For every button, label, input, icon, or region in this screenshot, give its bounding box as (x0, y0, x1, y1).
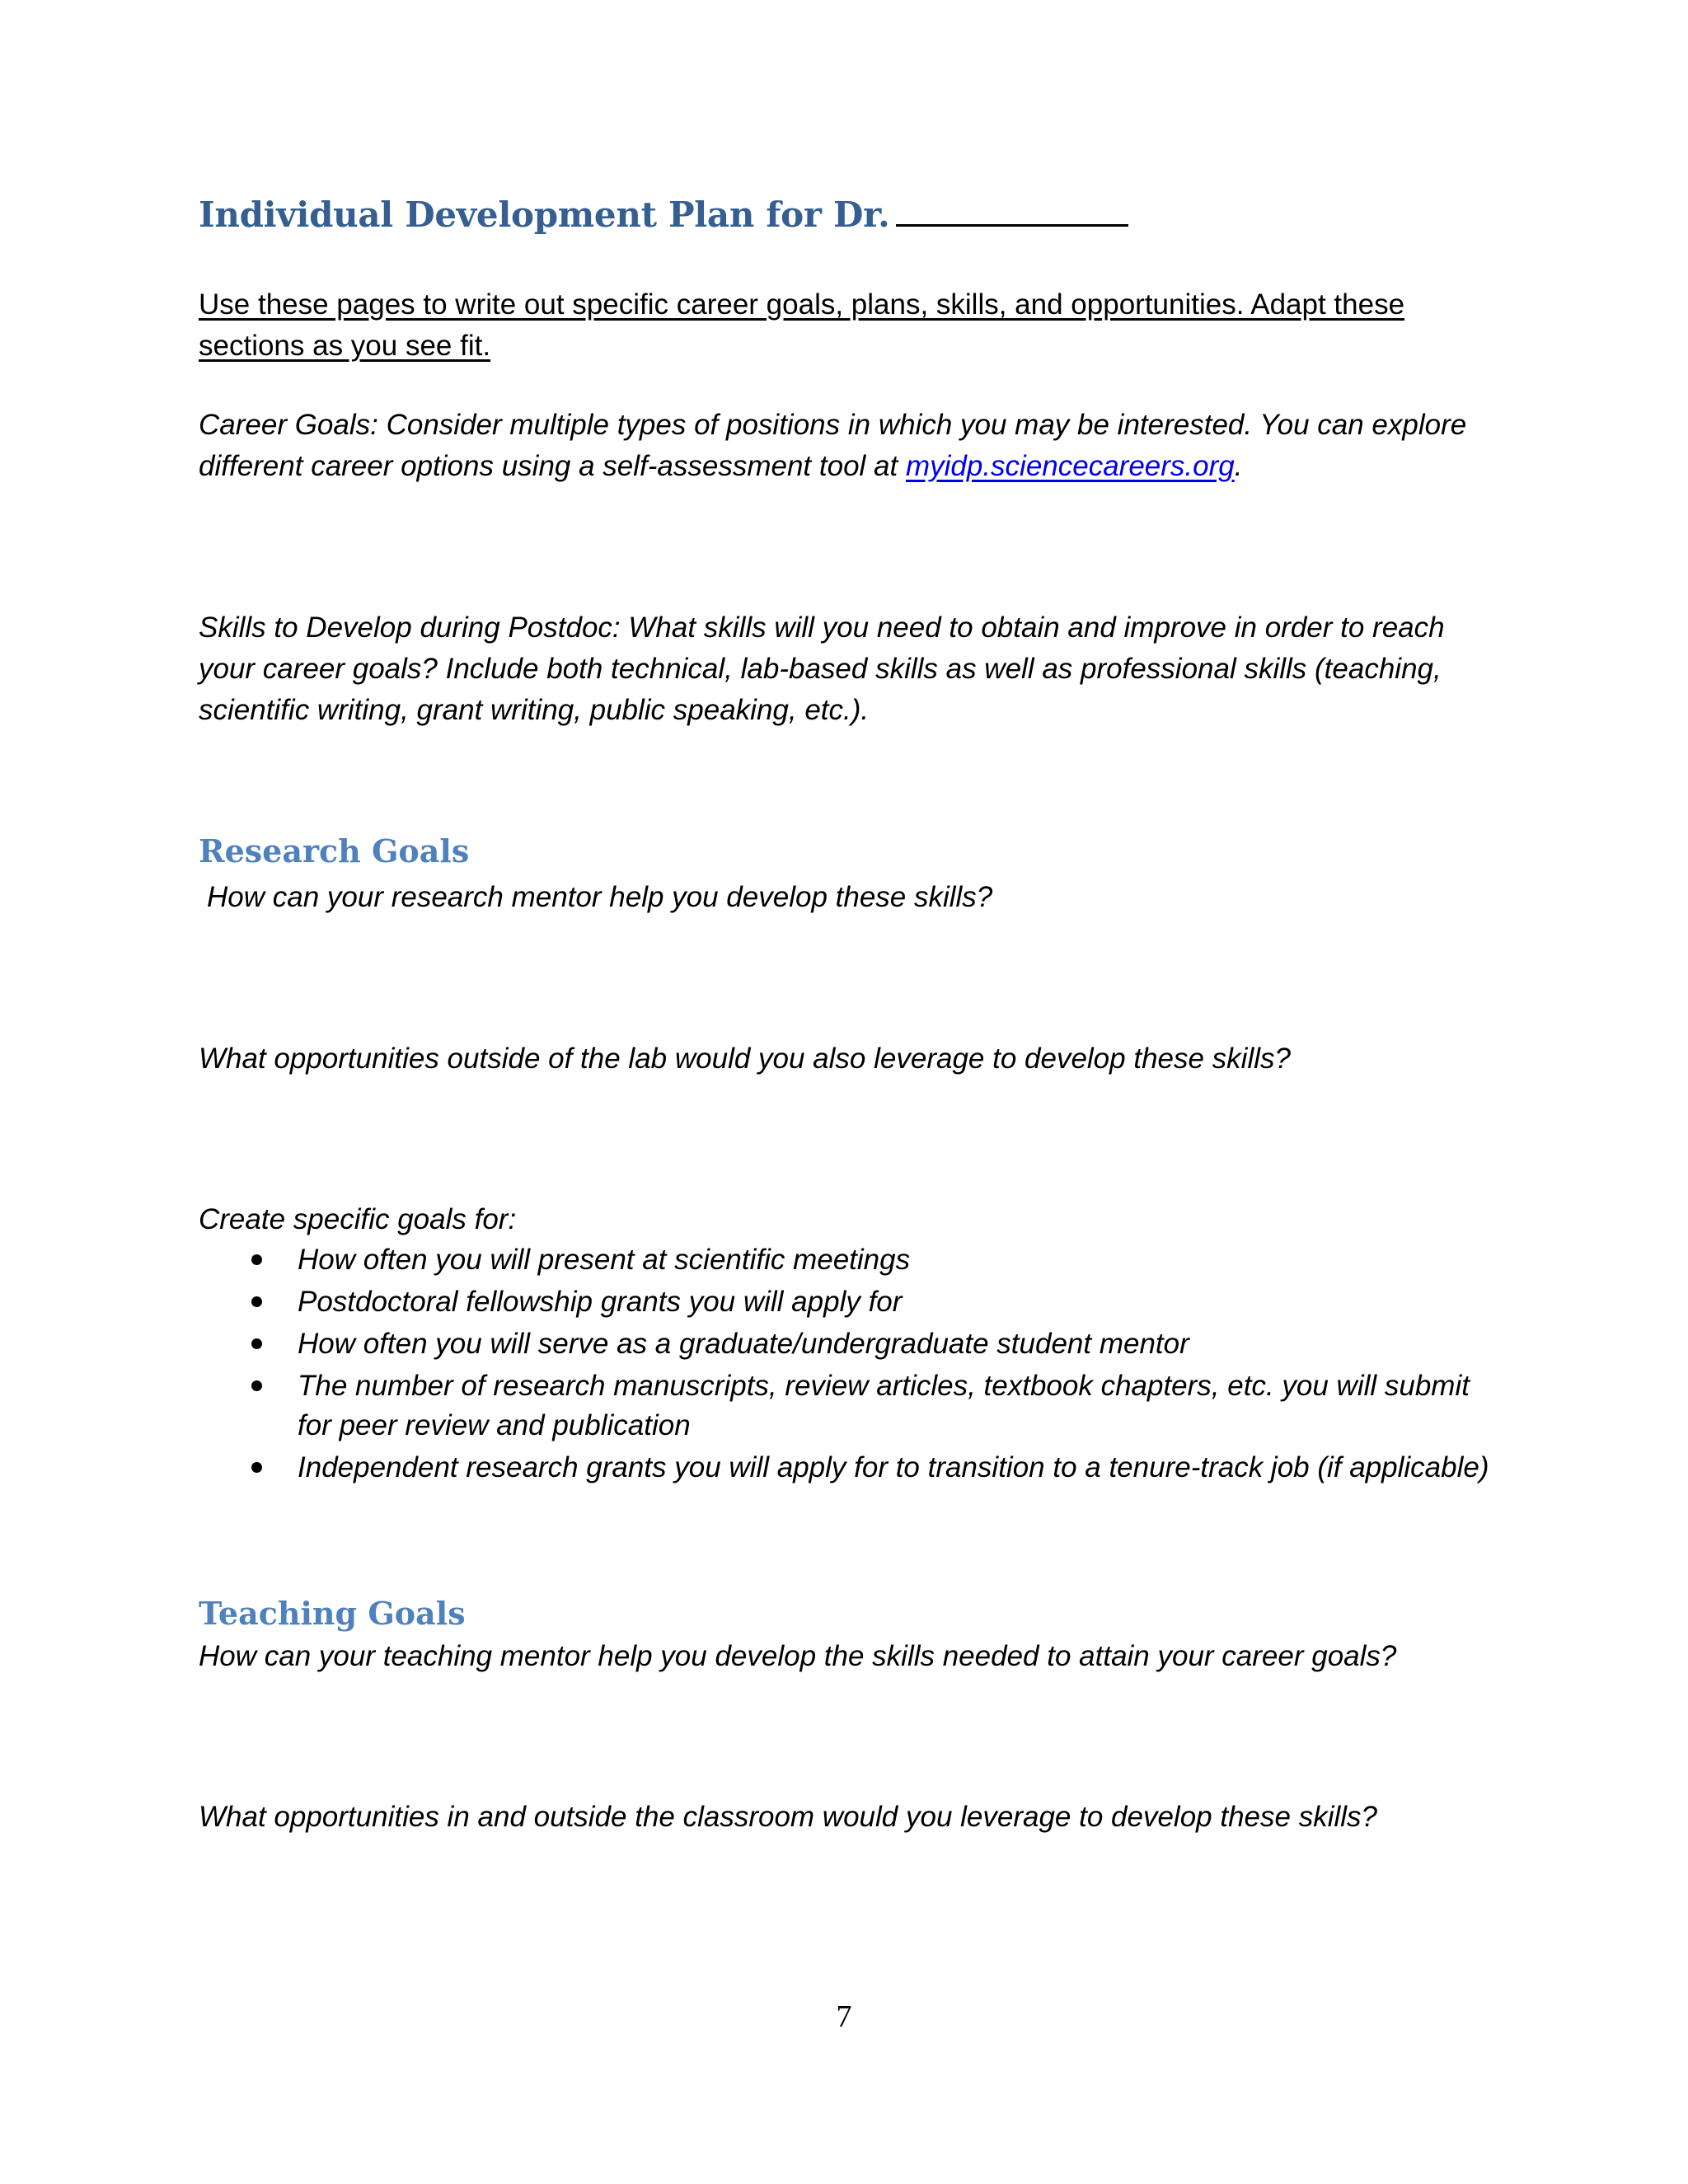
list-item-text: Independent research grants you will apply for to transition to a tenure-track job (if applicable) (298, 1451, 1489, 1483)
title-text: Individual Development Plan for Dr. (199, 194, 890, 235)
bullet-icon (251, 1380, 262, 1391)
name-blank-line (896, 196, 1128, 227)
myidp-link[interactable]: myidp.sciencecareers.org (905, 450, 1235, 482)
list-item-text: How often you will present at scientific meetings (298, 1244, 911, 1276)
goals-bullet-list (199, 1240, 1493, 1490)
teaching-goals-heading: Teaching Goals (199, 1595, 466, 1632)
skills-to-develop-paragraph: Skills to Develop during Postdoc: What skills will you need to obtain and improve in order to reach your career goals? Include both technical, lab-based skills as well as professional skills (teaching, scientific writing, grant writing, public speaking, etc.). (199, 612, 1445, 726)
classroom-question: What opportunities in and outside the classroom would you leverage to develop these skills? (199, 1801, 1377, 1833)
career-goals-paragraph (199, 405, 1493, 487)
list-item (199, 1240, 1493, 1280)
page-title (199, 194, 1128, 235)
list-item (199, 1282, 1493, 1322)
intro-instructions: Use these pages to write out specific career goals, plans, skills, and opportunities. Adapt these sections as you see fit. (199, 288, 1405, 362)
page-number: 7 (836, 1999, 852, 2034)
list-item (199, 1448, 1493, 1488)
research-mentor-question: How can your research mentor help you develop these skills? (207, 881, 993, 913)
career-goals-text: Career Goals: Consider multiple types of positions in which you may be interested. You can explore different career options using a self-assessment tool at (199, 409, 1467, 482)
list-item (199, 1324, 1493, 1364)
teaching-mentor-question: How can your teaching mentor help you develop the skills needed to attain your career goals? (199, 1640, 1397, 1672)
bullet-icon (251, 1296, 262, 1307)
list-item (199, 1366, 1493, 1446)
research-goals-heading: Research Goals (199, 832, 470, 869)
list-item-text: Postdoctoral fellowship grants you will apply for (298, 1286, 903, 1318)
bullet-icon (251, 1254, 262, 1265)
bullet-icon (251, 1338, 262, 1349)
list-item-text: The number of research manuscripts, review articles, textbook chapters, etc. you will submit for peer review and publication (298, 1370, 1470, 1441)
list-item-text: How often you will serve as a graduate/undergraduate student mentor (298, 1328, 1189, 1360)
create-goals-intro: Create specific goals for: (199, 1203, 517, 1235)
outside-lab-question: What opportunities outside of the lab would you also leverage to develop these skills? (199, 1043, 1291, 1075)
career-goals-period: . (1234, 450, 1243, 482)
bullet-icon (251, 1462, 262, 1473)
